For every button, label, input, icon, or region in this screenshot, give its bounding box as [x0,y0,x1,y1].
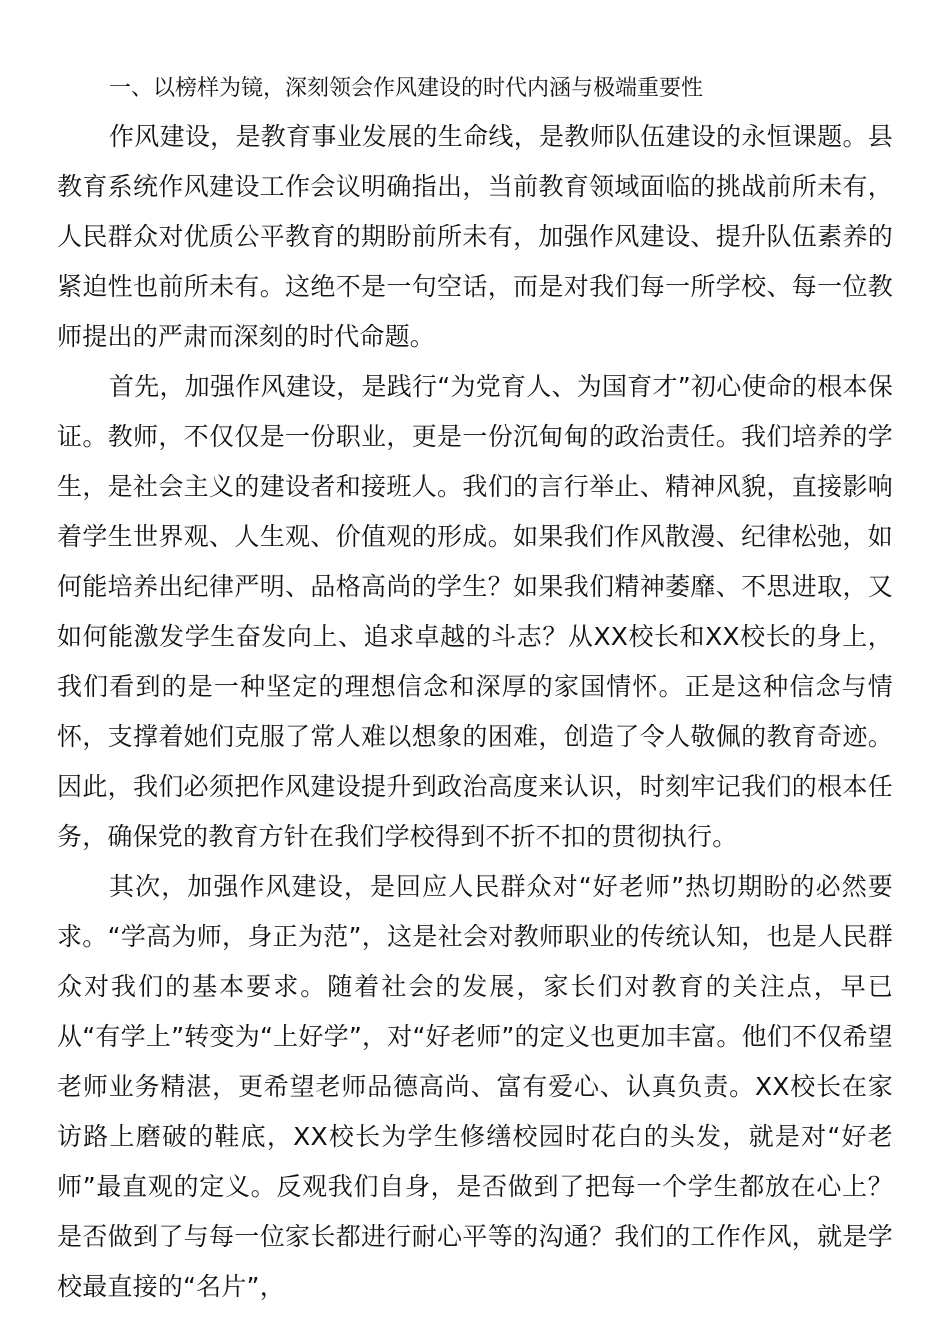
paragraph-1: 作风建设，是教育事业发展的生命线，是教师队伍建设的永恒课题。县教育系统作风建设工作会议明确指出，当前教育领域面临的挑战前所未有，人民群众对优质公平教育的期盼前所未有，加强作风建设、提升队伍素养的紧迫性也前所未有。这绝不是一句空话，而是对我们每一所学校、每一位教师提出的严肃而深刻的时代命题。 [57,122,893,351]
paragraph-3: 其次，加强作风建设，是回应人民群众对“好老师”热切期盼的必然要求。“学高为师，身正为范”，这是社会对教师职业的传统认知，也是人民群众对我们的基本要求。随着社会的发展，家长们对教育的关注点，早已从“有学上”转变为“上好学”，对“好老师”的定义也更加丰富。他们不仅希望老师业务精湛，更希望老师品德高尚、富有爱心、认真负责。XX校长在家访路上磨破的鞋底，XX校长为学生修缮校园时花白的头发，就是对“好老师”最直观的定义。反观我们自身，是否做到了把每一个学生都放在心上？是否做到了与每一位家长都进行耐心平等的沟通？我们的工作作风，就是学校最直接的“名片”， [57,872,893,1301]
section-heading: 一、以榜样为镜，深刻领会作风建设的时代内涵与极端重要性 [109,76,704,101]
paragraph-2: 首先，加强作风建设，是践行“为党育人、为国育才”初心使命的根本保证。教师，不仅仅是一份职业，更是一份沉甸甸的政治责任。我们培养的学生，是社会主义的建设者和接班人。我们的言行举止、精神风貌，直接影响着学生世界观、人生观、价值观的形成。如果我们作风散漫、纪律松弛，如何能培养出纪律严明、品格高尚的学生？如果我们精神萎靡、不思进取，又如何能激发学生奋发向上、追求卓越的斗志？从XX校长和XX校长的身上，我们看到的是一种坚定的理想信念和深厚的家国情怀。正是这种信念与情怀，支撑着她们克服了常人难以想象的困难，创造了令人敬佩的教育奇迹。因此，我们必须把作风建设提升到政治高度来认识，时刻牢记我们的根本任务，确保党的教育方针在我们学校得到不折不扣的贯彻执行。 [57,372,893,851]
document-page [57,70,893,1312]
